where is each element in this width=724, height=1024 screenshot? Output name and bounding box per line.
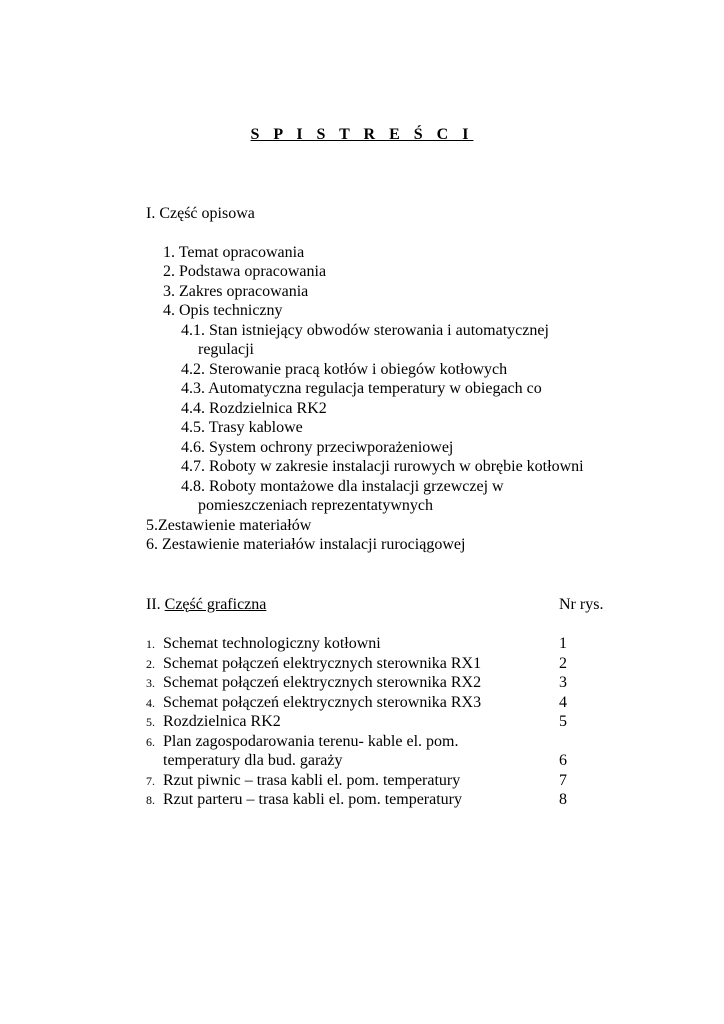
list-item: 5.Zestawienie materiałów (146, 517, 312, 534)
row-drawing-number: 4 (559, 694, 567, 711)
table-row (146, 693, 155, 714)
row-drawing-number: 6 (559, 752, 567, 769)
list-item: 6. Zestawienie materiałów instalacji rurociągowej (146, 536, 466, 553)
list-subitem: 4.2. Sterowanie pracą kotłów i obiegów kotłowych (181, 361, 508, 378)
drawing-number-header: Nr rys. (559, 596, 604, 613)
row-number: 5. (146, 715, 155, 729)
list-subitem: 4.1. Stan istniejący obwodów sterowania i automatycznej (181, 322, 549, 339)
row-number: 3. (146, 676, 155, 690)
part2-heading (146, 595, 266, 615)
row-text: Schemat połączeń elektrycznych sterownika RX2 (163, 674, 482, 691)
part1-heading: I. Część opisowa (146, 205, 255, 222)
list-item: 1. Temat opracowania (163, 244, 305, 261)
row-drawing-number: 3 (559, 674, 567, 691)
row-text: Rzut piwnic – trasa kabli el. pom. temperatury (163, 772, 461, 789)
table-row (146, 673, 155, 694)
row-number: 7. (146, 774, 155, 788)
row-text: Rzut parteru – trasa kabli el. pom. temperatury (163, 791, 463, 808)
row-text-continued: temperatury dla bud. garaży (163, 752, 343, 769)
row-number: 6. (146, 735, 155, 749)
list-subitem-continued: pomieszczeniach reprezentatywnych (198, 497, 433, 514)
list-item: 3. Zakres opracowania (163, 283, 309, 300)
list-subitem: 4.4. Rozdzielnica RK2 (181, 400, 327, 417)
row-text: Schemat połączeń elektrycznych sterownika RX3 (163, 694, 482, 711)
row-drawing-number: 8 (559, 791, 567, 808)
table-row (146, 654, 155, 675)
table-row (146, 634, 155, 655)
table-row (146, 771, 155, 792)
row-text: Plan zagospodarowania terenu- kable el. pom. (163, 733, 459, 750)
list-subitem: 4.8. Roboty montażowe dla instalacji grzewczej w (181, 478, 504, 495)
row-drawing-number: 5 (559, 713, 567, 730)
row-text: Schemat technologiczny kotłowni (163, 635, 381, 652)
row-text: Rozdzielnica RK2 (163, 713, 281, 730)
list-subitem: 4.5. Trasy kablowe (181, 419, 303, 436)
row-text: Schemat połączeń elektrycznych sterownika RX1 (163, 655, 482, 672)
row-number: 1. (146, 637, 155, 651)
list-item: 4. Opis techniczny (163, 302, 283, 319)
list-subitem: 4.3. Automatyczna regulacja temperatury w obiegach co (181, 380, 542, 397)
table-row (146, 732, 155, 753)
row-number: 2. (146, 657, 155, 671)
table-row (146, 712, 155, 733)
row-number: 4. (146, 696, 155, 710)
row-drawing-number: 7 (559, 772, 567, 789)
list-subitem: 4.6. System ochrony przeciwporażeniowej (181, 439, 454, 456)
page-title: S P I S T R E Ś C I (250, 126, 474, 143)
list-subitem: 4.7. Roboty w zakresie instalacji rurowych w obrębie kotłowni (181, 458, 584, 475)
list-subitem-continued: regulacji (198, 341, 254, 358)
row-number: 8. (146, 793, 155, 807)
part2-heading-prefix: II. (146, 596, 165, 613)
part2-heading-text: Część graficzna (164, 596, 267, 613)
list-item: 2. Podstawa opracowania (163, 263, 327, 280)
table-row (146, 790, 155, 811)
row-drawing-number: 1 (559, 635, 567, 652)
row-drawing-number: 2 (559, 655, 567, 672)
